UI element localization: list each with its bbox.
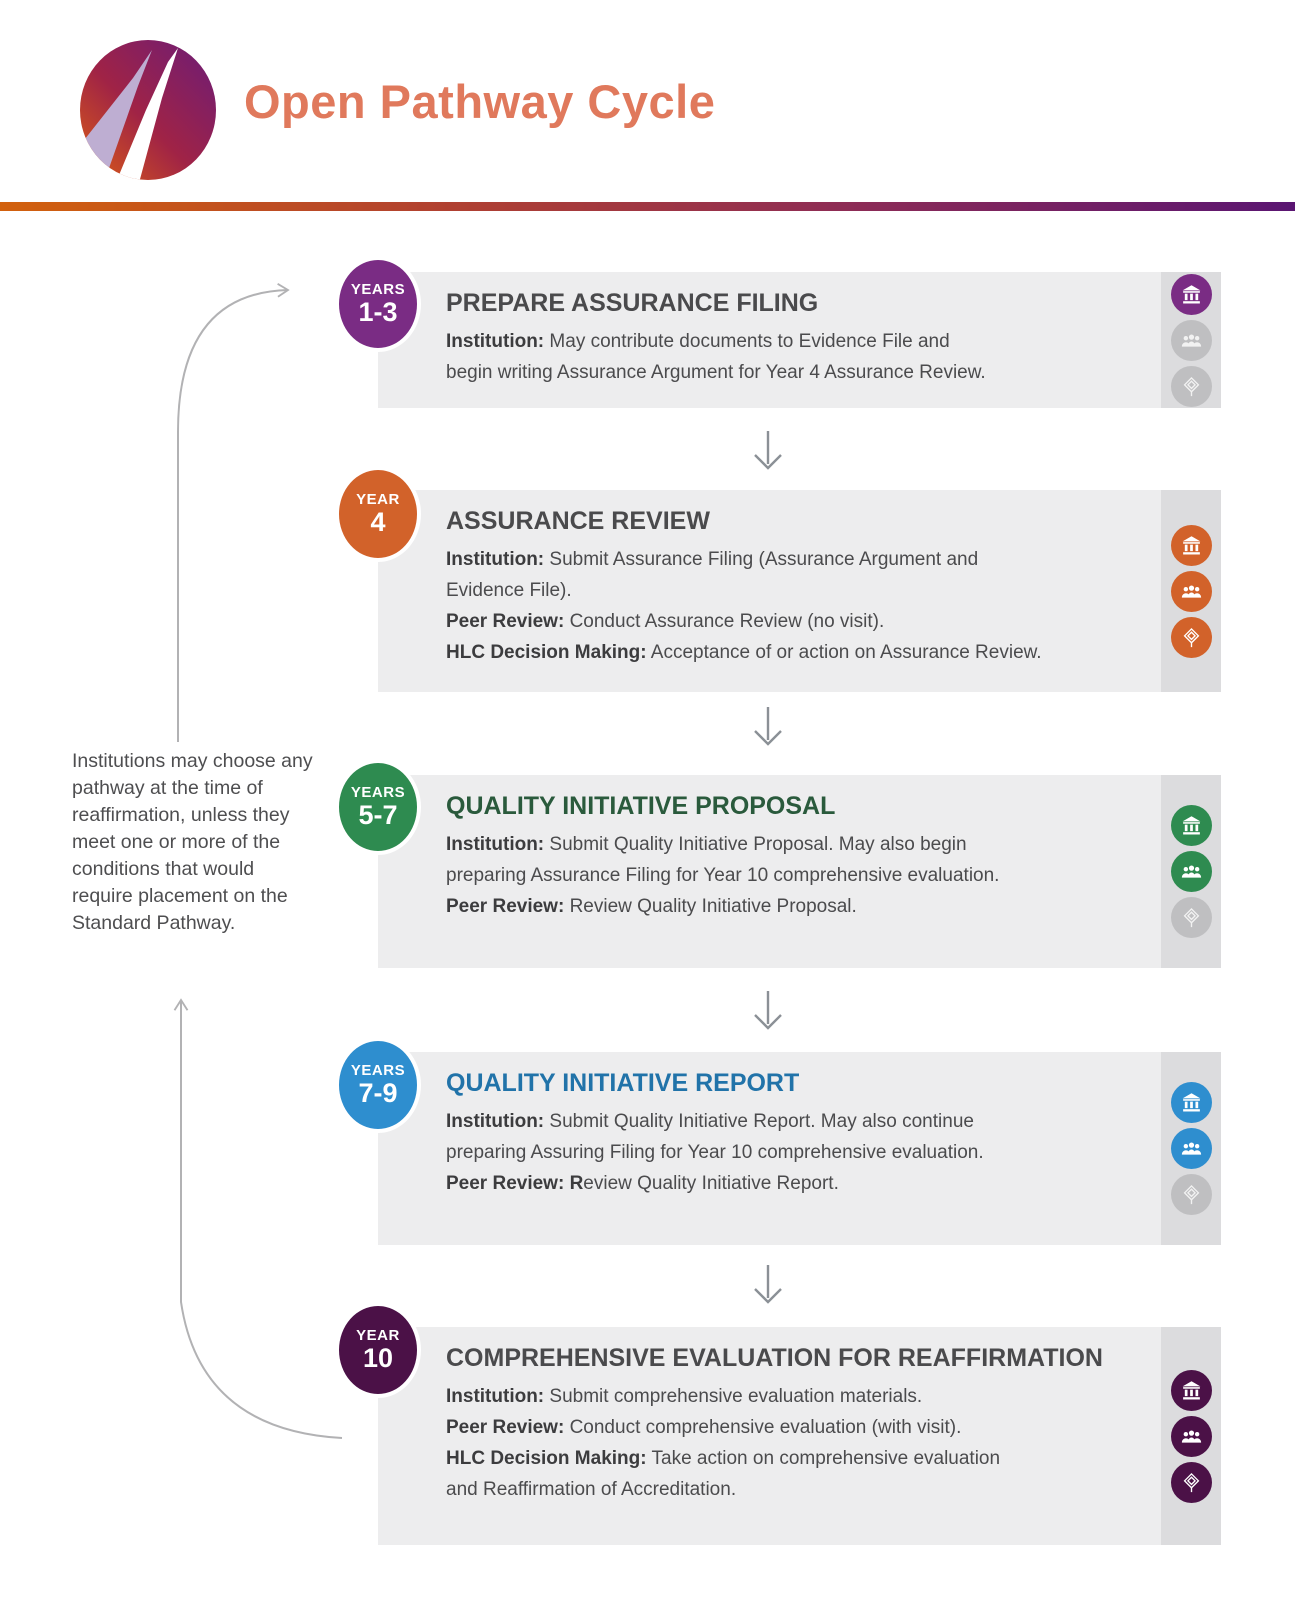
stage-block-1 bbox=[350, 272, 1221, 408]
stage-content bbox=[378, 1052, 1161, 1245]
page-title: Open Pathway Cycle bbox=[244, 75, 716, 128]
stage-icon-rail bbox=[1161, 1327, 1221, 1545]
stage-content bbox=[378, 1327, 1161, 1545]
stage-content bbox=[378, 272, 1161, 408]
hlc-logo bbox=[78, 38, 218, 182]
stage-title: PREPARE ASSURANCE FILING bbox=[446, 289, 819, 317]
institution-icon bbox=[1171, 805, 1212, 846]
stage-icon-rail bbox=[1161, 775, 1221, 968]
stage-block-3 bbox=[350, 775, 1221, 968]
hlc-decision-making-icon bbox=[1171, 366, 1212, 407]
year-badge-label: YEARS bbox=[350, 784, 406, 801]
stage-line: Institution: May contribute documents to Evidence File and bbox=[446, 331, 950, 352]
loop-arrow-top bbox=[178, 290, 288, 742]
year-badge-value: 5-7 bbox=[358, 800, 398, 830]
stage-icon-rail bbox=[1161, 1052, 1221, 1245]
stage-title: QUALITY INITIATIVE PROPOSAL bbox=[446, 792, 836, 820]
institution-icon bbox=[1171, 274, 1212, 315]
year-badge bbox=[335, 466, 421, 562]
stage-icon-rail bbox=[1161, 272, 1221, 408]
hlc-decision-making-icon bbox=[1171, 617, 1212, 658]
peer-review-icon bbox=[1171, 1416, 1212, 1457]
stage-block-4 bbox=[350, 1052, 1221, 1245]
institution-icon bbox=[1171, 525, 1212, 566]
stage-description bbox=[446, 326, 1161, 388]
stage-line: Peer Review: Conduct Assurance Review (no visit). bbox=[446, 611, 885, 632]
peer-review-icon bbox=[1171, 320, 1212, 361]
hlc-decision-making-icon bbox=[1171, 1462, 1212, 1503]
stage-line: preparing Assurance Filing for Year 10 comprehensive evaluation. bbox=[446, 865, 1000, 886]
stage-content bbox=[378, 775, 1161, 968]
peer-review-icon bbox=[1171, 1128, 1212, 1169]
stage-line: preparing Assuring Filing for Year 10 comprehensive evaluation. bbox=[446, 1142, 984, 1163]
year-badge-label: YEAR bbox=[356, 1327, 400, 1344]
peer-review-icon bbox=[1171, 571, 1212, 612]
stage-description bbox=[446, 544, 1161, 668]
stage-description bbox=[446, 829, 1161, 922]
stage-line: Institution: Submit Quality Initiative Proposal. May also begin bbox=[446, 834, 967, 855]
stage-line: begin writing Assurance Argument for Year 4 Assurance Review. bbox=[446, 362, 986, 383]
year-badge-label: YEARS bbox=[350, 281, 406, 298]
stage-line: Institution: Submit comprehensive evaluation materials. bbox=[446, 1386, 923, 1407]
stage-title: QUALITY INITIATIVE REPORT bbox=[446, 1069, 800, 1097]
flow-arrow-down-4 bbox=[750, 1264, 786, 1308]
gradient-divider bbox=[0, 202, 1295, 211]
year-badge bbox=[335, 759, 421, 855]
stage-title: ASSURANCE REVIEW bbox=[446, 507, 710, 535]
side-note: Institutions may choose any pathway at the time of reaffirmation, unless they meet one or more of the conditions that would require placement on the Standard Pathway. bbox=[72, 750, 313, 934]
stage-line: and Reaffirmation of Accreditation. bbox=[446, 1479, 737, 1500]
hlc-decision-making-icon bbox=[1171, 897, 1212, 938]
flow-arrow-down-3 bbox=[750, 990, 786, 1034]
year-badge-value: 7-9 bbox=[358, 1078, 398, 1108]
institution-icon bbox=[1171, 1082, 1212, 1123]
stage-description bbox=[446, 1381, 1161, 1505]
stage-block-5 bbox=[356, 1327, 1221, 1545]
stage-line: Peer Review: Review Quality Initiative Report. bbox=[446, 1173, 839, 1194]
stage-line: Institution: Submit Assurance Filing (Assurance Argument and bbox=[446, 549, 979, 570]
stage-icon-rail bbox=[1161, 490, 1221, 692]
year-badge-value: 10 bbox=[362, 1343, 394, 1373]
stage-content bbox=[378, 490, 1161, 692]
flow-arrow-down-1 bbox=[750, 430, 786, 474]
stage-title: COMPREHENSIVE EVALUATION FOR REAFFIRMATION bbox=[446, 1344, 1103, 1372]
stage-line: Evidence File). bbox=[446, 580, 572, 601]
stage-line: HLC Decision Making: Acceptance of or action on Assurance Review. bbox=[446, 642, 1042, 663]
institution-icon bbox=[1171, 1370, 1212, 1411]
stage-description bbox=[446, 1106, 1161, 1199]
loop-arrow-bottom bbox=[181, 1000, 342, 1438]
year-badge-label: YEARS bbox=[350, 1062, 406, 1079]
stage-block-2 bbox=[356, 490, 1221, 692]
year-badge bbox=[335, 256, 421, 352]
stage-line: Institution: Submit Quality Initiative Report. May also continue bbox=[446, 1111, 974, 1132]
year-badge bbox=[335, 1037, 421, 1133]
stage-line: Peer Review: Conduct comprehensive evaluation (with visit). bbox=[446, 1417, 962, 1438]
year-badge bbox=[335, 1302, 421, 1398]
peer-review-icon bbox=[1171, 851, 1212, 892]
year-badge-value: 1-3 bbox=[358, 297, 398, 327]
stage-line: Peer Review: Review Quality Initiative Proposal. bbox=[446, 896, 857, 917]
hlc-decision-making-icon bbox=[1171, 1174, 1212, 1215]
year-badge-label: YEAR bbox=[356, 491, 400, 508]
stage-line: HLC Decision Making: Take action on comprehensive evaluation bbox=[446, 1448, 1001, 1469]
year-badge-value: 4 bbox=[370, 507, 386, 537]
flow-arrow-down-2 bbox=[750, 706, 786, 750]
